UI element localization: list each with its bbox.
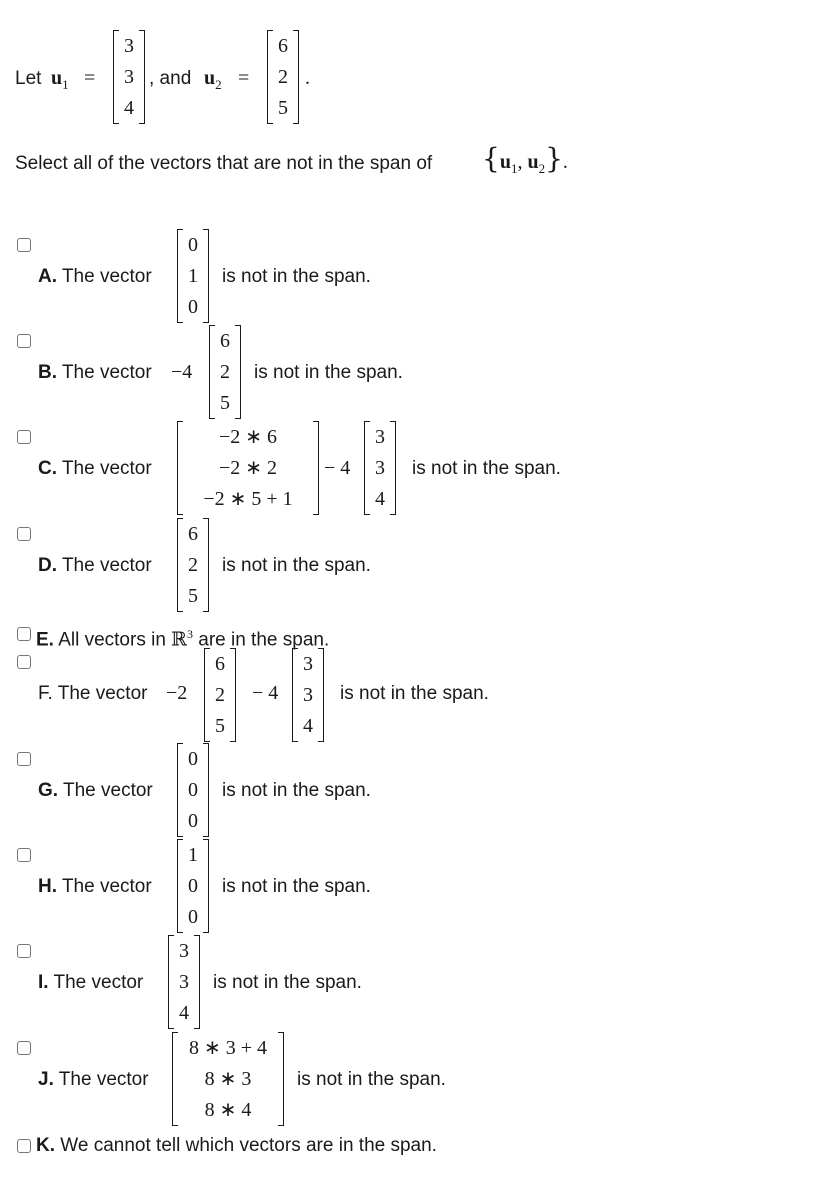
option-j-vector: 8 ∗ 3 + 4 8 ∗ 3 8 ∗ 4 [172,1032,284,1126]
option-f-checkbox[interactable] [17,655,31,669]
option-e-text: E. All vectors in ℝ$^3$ are in the span. [36,627,330,651]
intro-period: . [305,67,310,89]
option-d-vector: 6 2 5 [177,518,209,612]
u2-vector: 6 2 5 [267,30,299,124]
u2-symbol: $u_2$ [204,67,222,92]
option-c-suffix: is not in the span. [412,458,561,479]
option-g-checkbox[interactable] [17,752,31,766]
option-b-coef: −4 [171,361,193,383]
option-f-suffix: is not in the span. [340,683,489,704]
option-b-suffix: is not in the span. [254,362,403,383]
option-a-checkbox[interactable] [17,238,31,252]
equals-sign: = [84,67,96,89]
option-d-suffix: is not in the span. [222,555,371,576]
and-text: , and [149,68,192,89]
option-j-checkbox[interactable] [17,1041,31,1055]
option-f-coef: −2 [166,682,188,704]
option-c-op: − 4 [324,457,351,479]
option-g-text: G. The vector [38,780,153,801]
option-i-text: I. The vector [38,972,144,993]
option-i-checkbox[interactable] [17,944,31,958]
option-j-text: J. The vector [38,1069,149,1090]
option-c-vector: −2 ∗ 6 −2 ∗ 2 −2 ∗ 5 + 1 [177,421,319,515]
option-a-text: A. The vector [38,266,152,287]
option-g-vector: 0 0 0 [177,743,209,837]
option-f-vector-2: 3 3 4 [292,648,324,742]
option-i-vector: 3 3 4 [168,935,200,1029]
option-c-checkbox[interactable] [17,430,31,444]
option-b-text: B. The vector [38,362,152,383]
option-e-checkbox[interactable] [17,627,31,641]
prompt-text: Select all of the vectors that are not in the span of [15,153,433,174]
option-k-checkbox[interactable] [17,1139,31,1153]
option-f-vector: 6 2 5 [204,648,236,742]
u1-symbol: $u_1$ [51,67,69,92]
option-h-vector: 1 0 0 [177,839,209,933]
equals-sign-2: = [238,67,250,89]
u1-vector: 3 3 4 [113,30,145,124]
let-text: Let [15,68,42,89]
option-b-checkbox[interactable] [17,334,31,348]
option-c-text: C. The vector [38,458,152,479]
option-d-checkbox[interactable] [17,527,31,541]
span-set: {$u_1$, $u_2$}. [482,142,568,176]
option-h-text: H. The vector [38,876,152,897]
option-b-vector: 6 2 5 [209,325,241,419]
option-f-op: − 4 [252,682,279,704]
option-f-text: F. The vector [38,683,148,704]
option-g-suffix: is not in the span. [222,780,371,801]
option-k-text: K. We cannot tell which vectors are in the span. [36,1135,437,1156]
option-c-vector-2: 3 3 4 [364,421,396,515]
option-j-suffix: is not in the span. [297,1069,446,1090]
option-a-vector: 0 1 0 [177,229,209,323]
option-i-suffix: is not in the span. [213,972,362,993]
option-h-checkbox[interactable] [17,848,31,862]
option-h-suffix: is not in the span. [222,876,371,897]
option-d-text: D. The vector [38,555,152,576]
option-a-suffix: is not in the span. [222,266,371,287]
